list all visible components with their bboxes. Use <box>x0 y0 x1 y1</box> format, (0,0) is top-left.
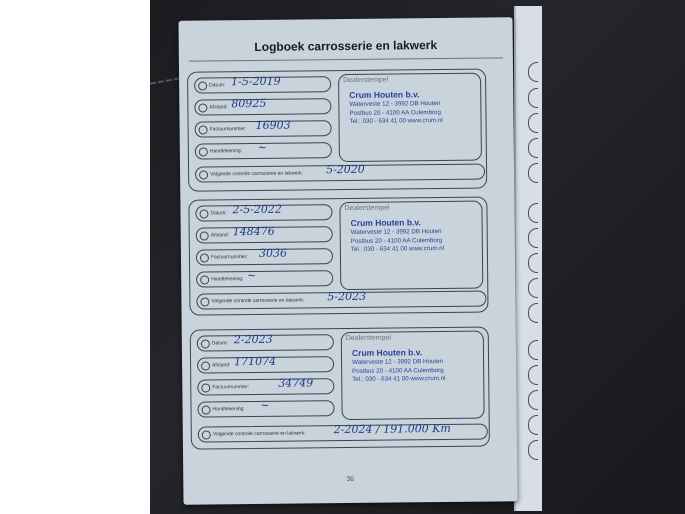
stamp-postbus-line: Postbus 20 - 4100 AA Culemborg <box>352 366 444 375</box>
next-check-field <box>196 291 486 310</box>
invoice-number-value: 3036 <box>258 246 287 260</box>
page-circle-marker <box>528 228 538 248</box>
field-bullet-icon <box>200 231 209 240</box>
signature-label: Handtekening: <box>209 148 243 155</box>
date-field <box>195 204 332 221</box>
stamp-phone-line: Tel.: 030 - 634 41 00 www.crum.nl <box>350 245 445 254</box>
signature-value: ~ <box>247 268 257 283</box>
next-check-value: 5-2023 <box>327 289 367 304</box>
stamp-postbus-line: Postbus 20 - 4100 AA Culemborg <box>350 236 443 245</box>
field-bullet-icon <box>199 209 208 218</box>
date-field <box>194 76 331 93</box>
stamp-address-line: Waterveste 12 - 3992 DB Houten <box>349 100 441 108</box>
invoice-number-value: 16903 <box>255 118 291 132</box>
page-circle-marker <box>528 203 538 223</box>
field-bullet-icon <box>201 361 210 370</box>
distance-field <box>194 98 331 115</box>
page-title: Logboek carrosserie en lakwerk <box>254 38 438 54</box>
title-divider <box>189 57 503 61</box>
next-check-value: 5-2020 <box>325 162 365 177</box>
page-circle-marker <box>528 340 538 360</box>
distance-field <box>197 356 334 373</box>
page-circle-marker <box>528 253 538 273</box>
next-check-label: Volgende controle carrosserie en lakwerk: <box>212 430 306 438</box>
dealer-stamp-label: Dealerstempel <box>344 204 390 213</box>
signature-field <box>197 400 334 417</box>
field-bullet-icon <box>200 275 209 284</box>
page-circle-marker <box>528 113 538 133</box>
stamp-phone-line: Tel.: 030 - 634 41 00 www.crum.nl <box>349 117 443 126</box>
field-bullet-icon <box>201 383 210 392</box>
distance-label: Afstand: <box>210 232 230 239</box>
signature-value: ~ <box>257 140 268 154</box>
field-bullet-icon <box>199 147 208 156</box>
stamp-address-line: Waterveste 12 - 3992 DB Houten <box>350 228 442 236</box>
distance-value: 148476 <box>232 224 275 239</box>
date-label: Datum: <box>211 340 229 347</box>
white-background <box>0 0 150 514</box>
date-value: 2-2023 <box>233 332 273 347</box>
page-circle-marker <box>528 440 538 460</box>
distance-label: Afstand: <box>212 362 231 369</box>
field-bullet-icon <box>198 81 207 90</box>
page-number: 36 <box>346 475 355 484</box>
field-bullet-icon <box>199 125 208 134</box>
dealer-stamp <box>349 89 443 127</box>
next-check-label: Volgende controle carrosserie en lakwerk: <box>210 170 303 178</box>
field-bullet-icon <box>201 339 210 348</box>
next-check-label: Volgende controle carrosserie en lakwerk: <box>211 297 305 305</box>
logbook-page <box>178 17 517 504</box>
dealer-stamp <box>352 347 446 385</box>
field-bullet-icon <box>200 253 209 262</box>
next-check-field <box>195 164 485 183</box>
stamp-postbus-line: Postbus 20 - 4100 AA Culemborg <box>349 108 441 117</box>
dealer-stamp <box>351 217 445 255</box>
field-bullet-icon <box>202 405 211 414</box>
signature-field <box>196 270 333 287</box>
signature-label: Handtekening: <box>211 276 244 283</box>
invoice-number-value: 34749 <box>278 376 314 390</box>
page-circle-marker <box>528 303 538 323</box>
logbook-entry-2 <box>188 197 488 316</box>
stamp-company-name: Crum Houten b.v. <box>351 347 423 358</box>
logbook-entry-3 <box>190 327 490 450</box>
dealer-stamp-label: Dealerstempel <box>343 76 389 85</box>
page-circle-marker <box>528 365 538 385</box>
dealer-stamp-box <box>338 73 482 162</box>
date-label: Datum: <box>210 210 227 217</box>
invoice-number-label: Factuurnummer: <box>212 384 250 391</box>
field-bullet-icon <box>200 297 209 306</box>
field-bullet-icon <box>198 103 207 112</box>
logbook-entry-1 <box>187 69 487 192</box>
dealer-stamp-box <box>339 201 483 290</box>
distance-label: Afstand: <box>209 104 228 111</box>
field-bullet-icon <box>199 170 208 179</box>
dealer-stamp-label: Dealerstempel <box>345 334 391 343</box>
page-circle-marker <box>528 415 538 435</box>
stamp-phone-line: Tel.: 030 - 634 41 00 www.crum.nl <box>352 375 446 384</box>
invoice-number-label: Factuurnummer: <box>209 126 247 133</box>
stamp-company-name: Crum Houten b.v. <box>349 89 420 100</box>
page-circle-marker <box>528 62 538 82</box>
page-circle-marker <box>528 163 538 183</box>
field-bullet-icon <box>202 430 211 439</box>
dealer-stamp-box <box>341 331 485 420</box>
stamp-address-line: Waterveste 12 - 3992 DB Houten <box>352 358 444 366</box>
signature-field <box>195 142 332 159</box>
page-circle-marker <box>528 138 538 158</box>
invoice-number-field <box>197 378 334 395</box>
page-circle-marker <box>528 278 538 298</box>
date-field <box>197 334 334 351</box>
next-check-value: 2-2024 / 191.000 Km <box>333 421 451 437</box>
signature-label: Handtekening: <box>212 406 245 413</box>
invoice-number-field <box>196 248 333 265</box>
invoice-number-field <box>195 120 332 137</box>
date-label: Datum: <box>209 82 226 89</box>
signature-value: ~ <box>260 398 270 412</box>
page-circle-marker <box>528 88 538 108</box>
distance-field <box>196 226 333 243</box>
distance-value: 80925 <box>231 96 267 111</box>
distance-value: 171074 <box>233 354 277 369</box>
stamp-company-name: Crum Houten b.v. <box>350 217 421 228</box>
page-circle-marker <box>528 390 538 410</box>
next-check-field <box>198 421 488 443</box>
date-value: 2-5-2022 <box>232 202 282 217</box>
date-value: 1-5-2019 <box>231 74 281 89</box>
invoice-number-label: Factuurnummer: <box>210 254 248 261</box>
